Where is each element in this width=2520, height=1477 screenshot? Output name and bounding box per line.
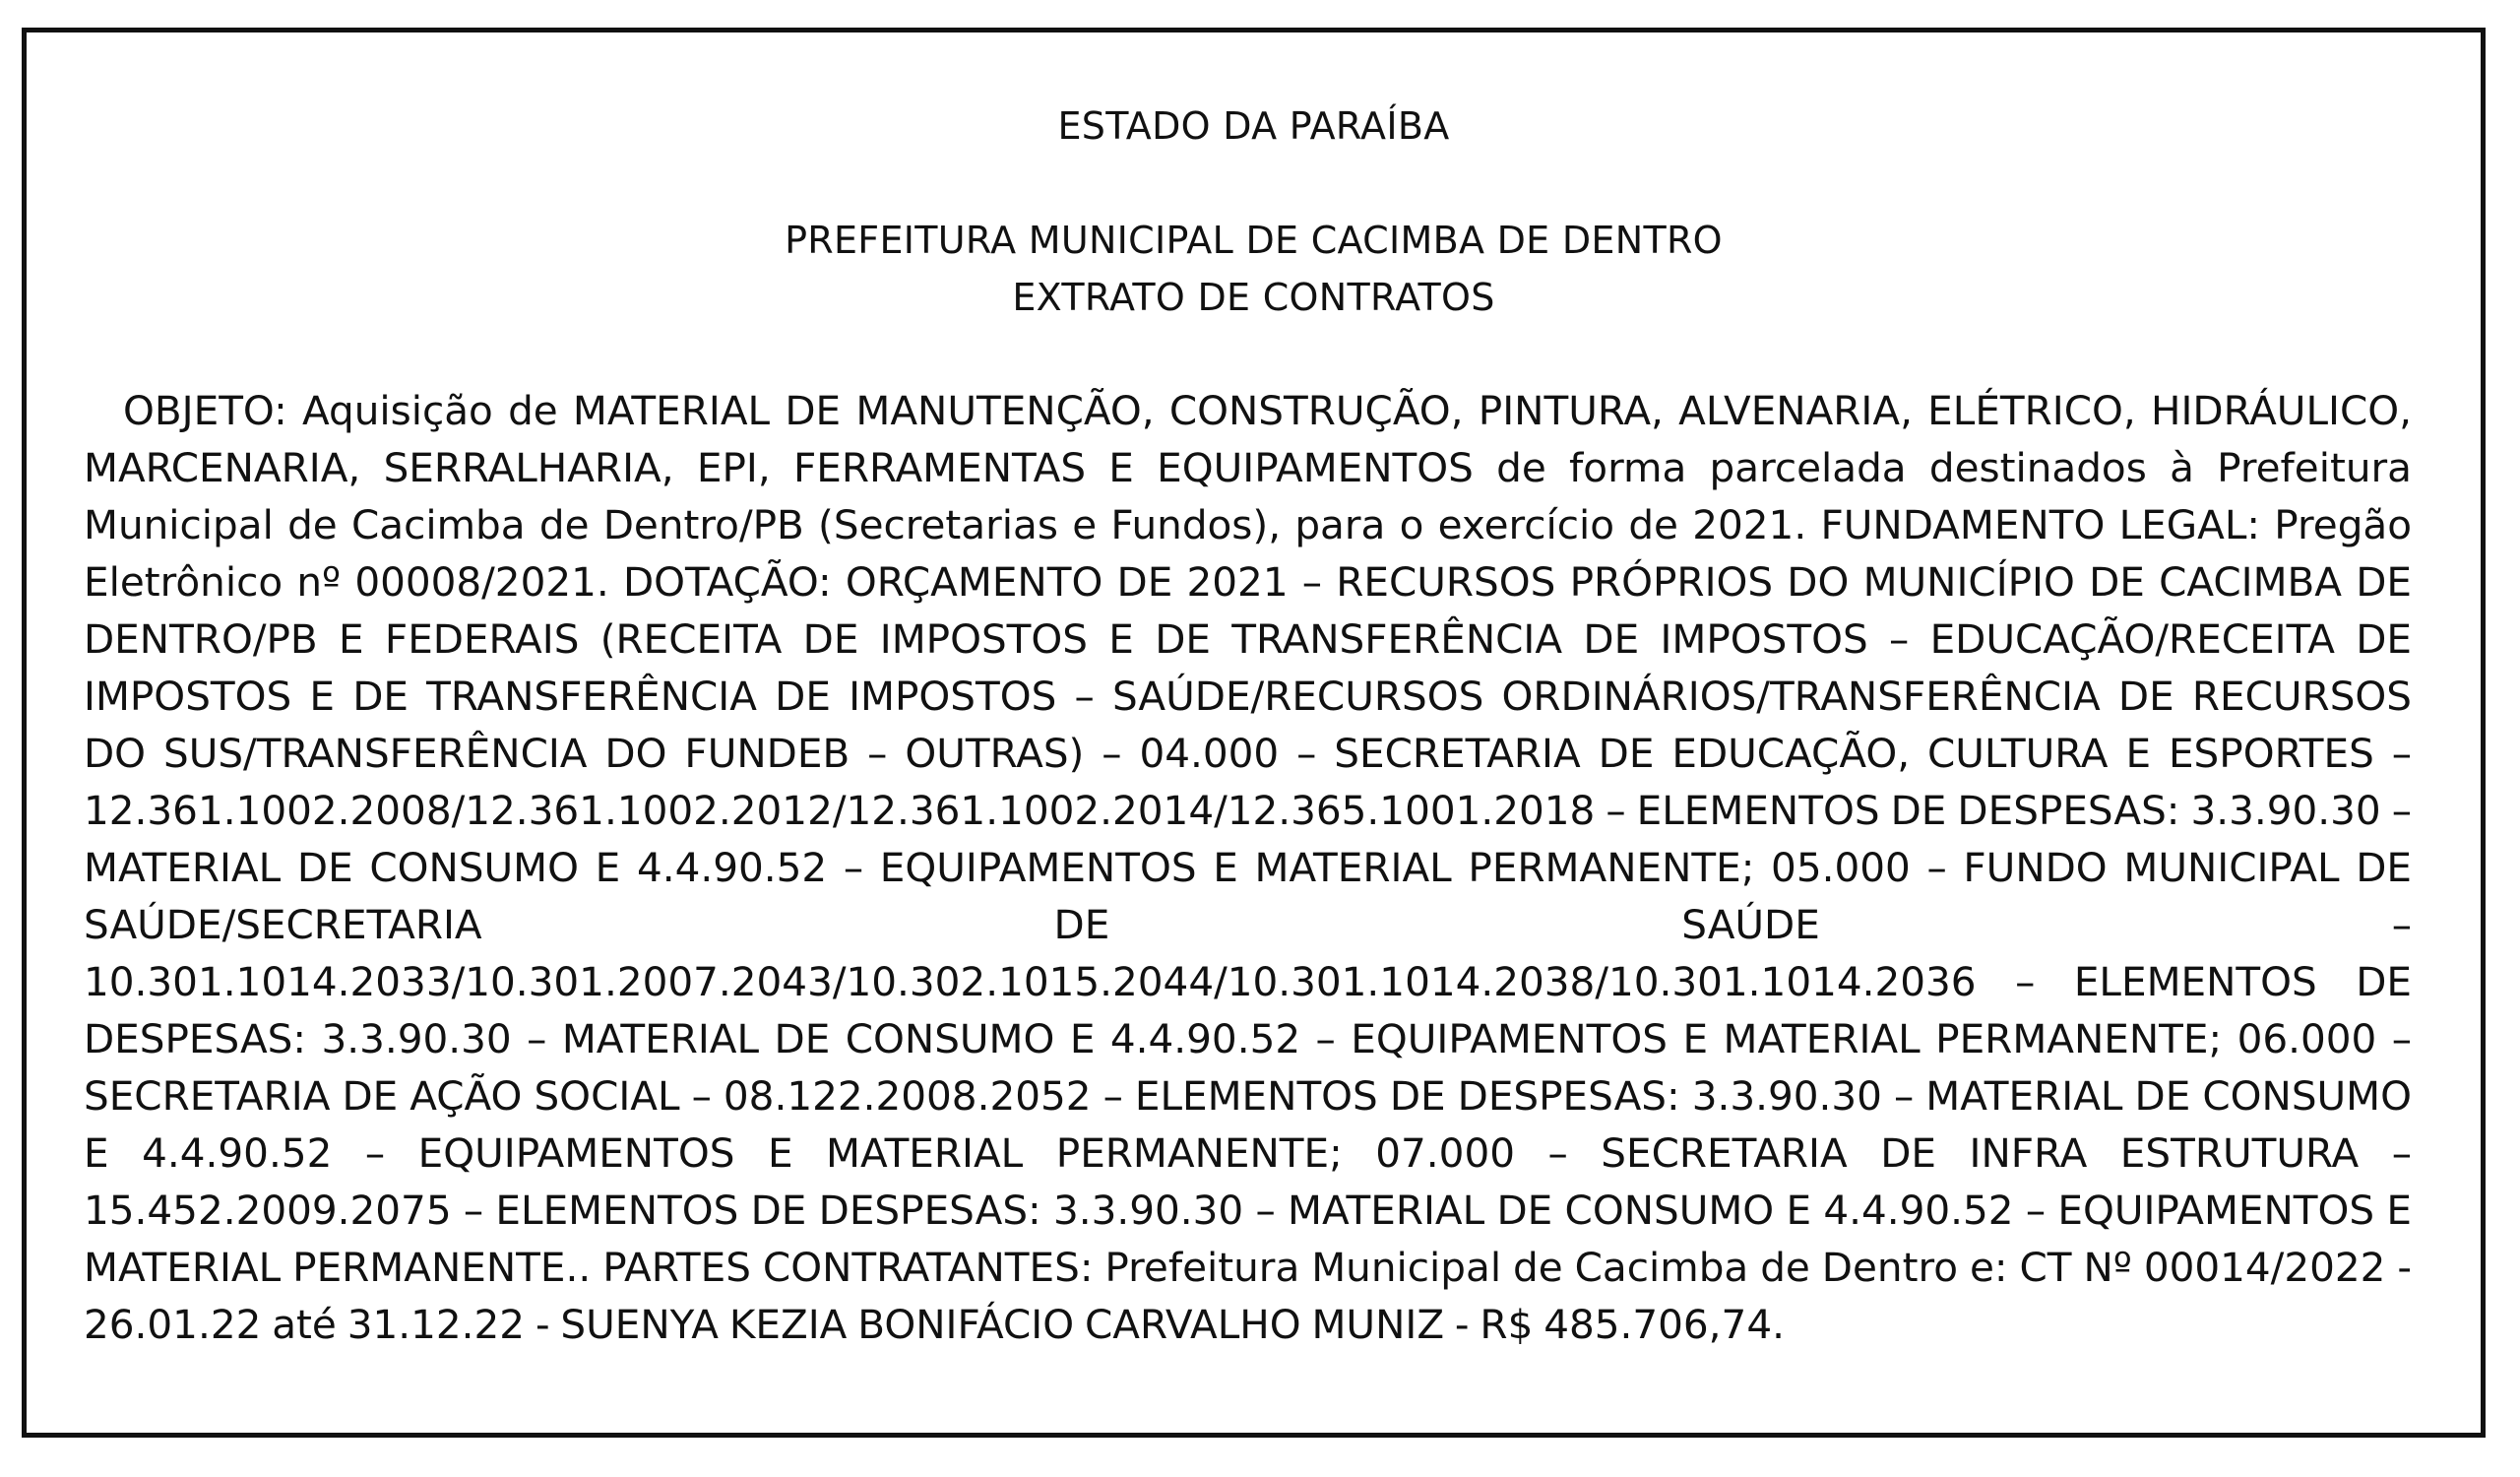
contract-extract-body: OBJETO: Aquisição de MATERIAL DE MANUTENÇÃO, CONSTRUÇÃO, PINTURA, ALVENARIA, ELÉTRICO, HIDRÁULICO, MARCENARIA, SERRALHARIA, EPI, FERRAMENTAS E EQUIPAMENTOS de forma parcelada destinados à Prefeitura Municipal de Cacimba de Dentro/PB (Secretarias e Fundos), para o exercício de 2021. FUNDAMENTO LEGAL: Pregão Eletrônico nº 00008/2021. DOTAÇÃO: ORÇAMENTO DE 2021 – RECURSOS PRÓPRIOS DO MUNICÍPIO DE CACIMBA DE DENTRO/PB E FEDERAIS (RECEITA DE IMPOSTOS E DE TRANSFERÊNCIA DE IMPOSTOS – EDUCAÇÃO/RECEITA DE IMPOSTOS E DE TRANSFERÊNCIA DE IMPOSTOS – SAÚDE/RECURSOS ORDINÁRIOS/TRANSFERÊNCIA DE RECURSOS DO SUS/TRANSFERÊNCIA DO FUNDEB – OUTRAS) – 04.000 – SECRETARIA DE EDUCAÇÃO, CULTURA E ESPORTES – 12.361.1002.2008/12.361.1002.2012/12.361.1002.2014/12.365.1001.2018 – ELEMENTOS DE DESPESAS: 3.3.90.30 – MATERIAL DE CONSUMO E 4.4.90.52 – EQUIPAMENTOS E MATERIAL PERMANENTE; 05.000 – FUNDO MUNICIPAL DE SAÚDE/SECRETARIA DE SAÚDE – 10.301.1014.2033/10.301.2007.2043/10.302.1015.2044/10.301.1014.2038/10.301.1014.2036 – ELEMENTOS DE DESPESAS: 3.3.90.30 – MATERIAL DE CONSUMO E 4.4.90.52 – EQUIPAMENTOS E MATERIAL PERMANENTE; 06.000 – SECRETARIA DE AÇÃO SOCIAL – 08.122.2008.2052 – ELEMENTOS DE DESPESAS: 3.3.90.30 – MATERIAL DE CONSUMO E 4.4.90.52 – EQUIPAMENTOS E MATERIAL PERMANENTE; 07.000 – SECRETARIA DE INFRA ESTRUTURA – 15.452.2009.2075 – ELEMENTOS DE DESPESAS: 3.3.90.30 – MATERIAL DE CONSUMO E 4.4.90.52 – EQUIPAMENTOS E MATERIAL PERMANENTE.. PARTES CONTRATANTES: Prefeitura Municipal de Cacimba de Dentro e: CT Nº 00014/2022 - 26.01.22 até 31.12.22 - SUENYA KEZIA BONIFÁCIO CARVALHO MUNIZ - R$ 485.706,74. xyxy=(84,387,2412,1348)
document-title: EXTRATO DE CONTRATOS xyxy=(1012,276,1495,319)
document-frame xyxy=(22,28,2486,1438)
prefeitura-heading: PREFEITURA MUNICIPAL DE CACIMBA DE DENTRO xyxy=(785,219,1723,262)
state-heading: ESTADO DA PARAÍBA xyxy=(1057,104,1450,148)
